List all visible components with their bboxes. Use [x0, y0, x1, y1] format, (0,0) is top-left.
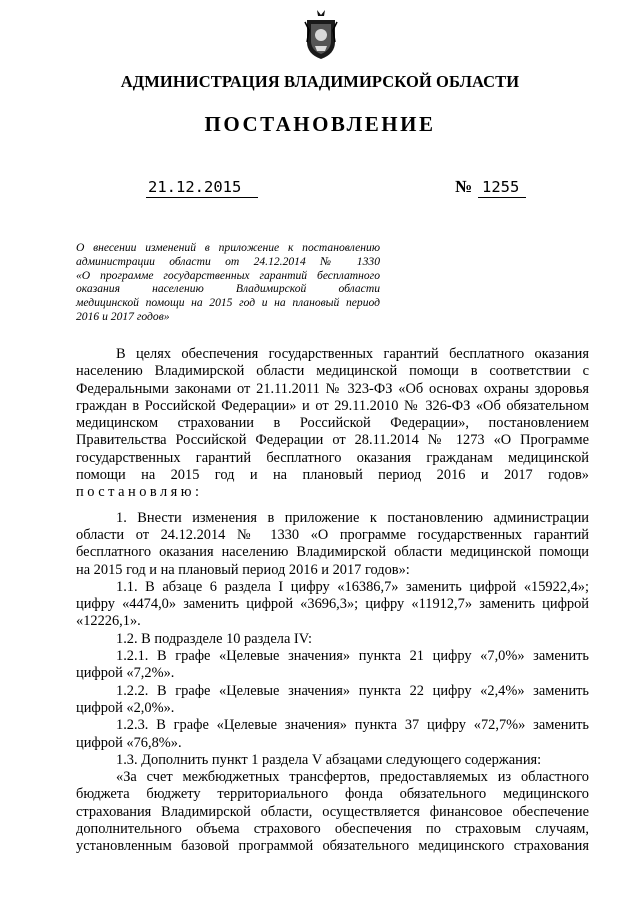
text-line: 1.2.2. В графе «Целевые значения» пункта 22 цифру «2,4%» заменить — [116, 682, 589, 699]
item-1-2-1 — [76, 648, 589, 683]
text-line: 1.2. В подразделе 10 раздела IV: — [116, 630, 313, 647]
text-line: 1.2.1. В графе «Целевые значения» пункта 21 цифру «7,0%» заменить — [116, 648, 589, 665]
text-line: Правительства Российской Федерации от 28.11.2014 № 1273 «О Программе — [76, 432, 589, 449]
number-sign: № — [455, 177, 473, 196]
document-subject — [76, 241, 380, 324]
organization-name: АДМИНИСТРАЦИЯ ВЛАДИМИРСКОЙ ОБЛАСТИ — [120, 72, 520, 91]
item-1-2-2 — [76, 683, 589, 718]
item-1-2-3 — [76, 717, 589, 752]
item-1 — [76, 510, 589, 579]
item-1-2 — [76, 631, 589, 648]
subject-line: 2016 и 2017 годов» — [76, 309, 170, 323]
coat-of-arms-icon — [303, 8, 339, 60]
text-line: 1.2.3. В графе «Целевые значения» пункта 37 цифру «72,7%» заменить — [116, 717, 589, 734]
text-line: страхования Владимирской области, осуществляется финансовое обеспечение — [76, 803, 589, 820]
number-underline — [478, 197, 526, 198]
text-line: бесплатного оказания населению Владимирской области медицинской помощи — [76, 544, 589, 561]
text-line: «12226,1». — [76, 613, 141, 630]
document-number: 1255 — [482, 178, 520, 196]
subject-line: оказания населению Владимирской области — [76, 282, 380, 296]
text-line: граждан в Российской Федерации» и от 29.11.2010 № 326-ФЗ «Об обязательном — [76, 397, 589, 414]
text-line: государственных гарантий бесплатного оказания гражданам медицинской — [76, 449, 589, 466]
text-line: области от 24.12.2014 № 1330 «О программе государственных гарантий — [76, 526, 589, 543]
preamble-paragraph — [76, 346, 589, 502]
text-line: 1. Внести изменения в приложение к постановлению администрации — [116, 509, 589, 526]
text-line: «За счет межбюджетных трансфертов, предоставляемых из областного — [116, 769, 589, 786]
text-line: 1.3. Дополнить пункт 1 раздела V абзацами следующего содержания: — [116, 751, 542, 768]
text-line: цифрой «7,2%». — [76, 665, 175, 682]
text-line: на 2015 год и на плановый период 2016 и 2017 годов»: — [76, 561, 410, 578]
text-line: установленным базовой программой обязательного медицинского страхования — [76, 838, 589, 855]
text-line: цифру «4474,0» заменить цифрой «3696,3»; цифру «11912,7» заменить цифрой — [76, 596, 589, 613]
document-type: ПОСТАНОВЛЕНИЕ — [204, 112, 436, 136]
item-1-3 — [76, 752, 589, 769]
subject-line: «О программе государственных гарантий бесплатного — [76, 268, 380, 282]
text-line: 1.1. В абзаце 6 раздела I цифру «16386,7» заменить цифрой «15922,4»; — [116, 578, 589, 595]
text-line: медицинском страховании в Российской Федерации», постановлением — [76, 415, 589, 432]
quoted-text — [76, 769, 589, 855]
text-line: помощи на 2015 год и на плановый период 2016 и 2017 годов» — [76, 467, 589, 484]
text-line: Федеральными законами от 21.11.2011 № 323-ФЗ «Об основах охраны здоровья — [76, 380, 589, 397]
item-1-1 — [76, 579, 589, 631]
text-line: цифрой «2,0%». — [76, 699, 175, 716]
subject-line: администрации области от 24.12.2014 № 1330 — [76, 254, 380, 268]
document-date: 21.12.2015 — [148, 178, 242, 196]
text-line: цифрой «76,8%». — [76, 734, 182, 751]
text-line: дополнительного объема страхового обеспечения по страховым случаям, — [76, 821, 589, 838]
text-line: В целях обеспечения государственных гарантий бесплатного оказания — [116, 346, 589, 362]
document-body — [76, 346, 589, 856]
text-line: населению Владимирской области медицинской помощи в соответствии с — [76, 363, 589, 380]
subject-line: медицинской помощи на 2015 год и на плановый период — [76, 296, 380, 310]
subject-line: О внесении изменений в приложение к постановлению — [76, 241, 380, 254]
date-underline — [146, 197, 258, 198]
decree-word: постановляю: — [76, 484, 203, 501]
text-line: бюджета бюджету территориального фонда обязательного медицинского — [76, 786, 589, 803]
